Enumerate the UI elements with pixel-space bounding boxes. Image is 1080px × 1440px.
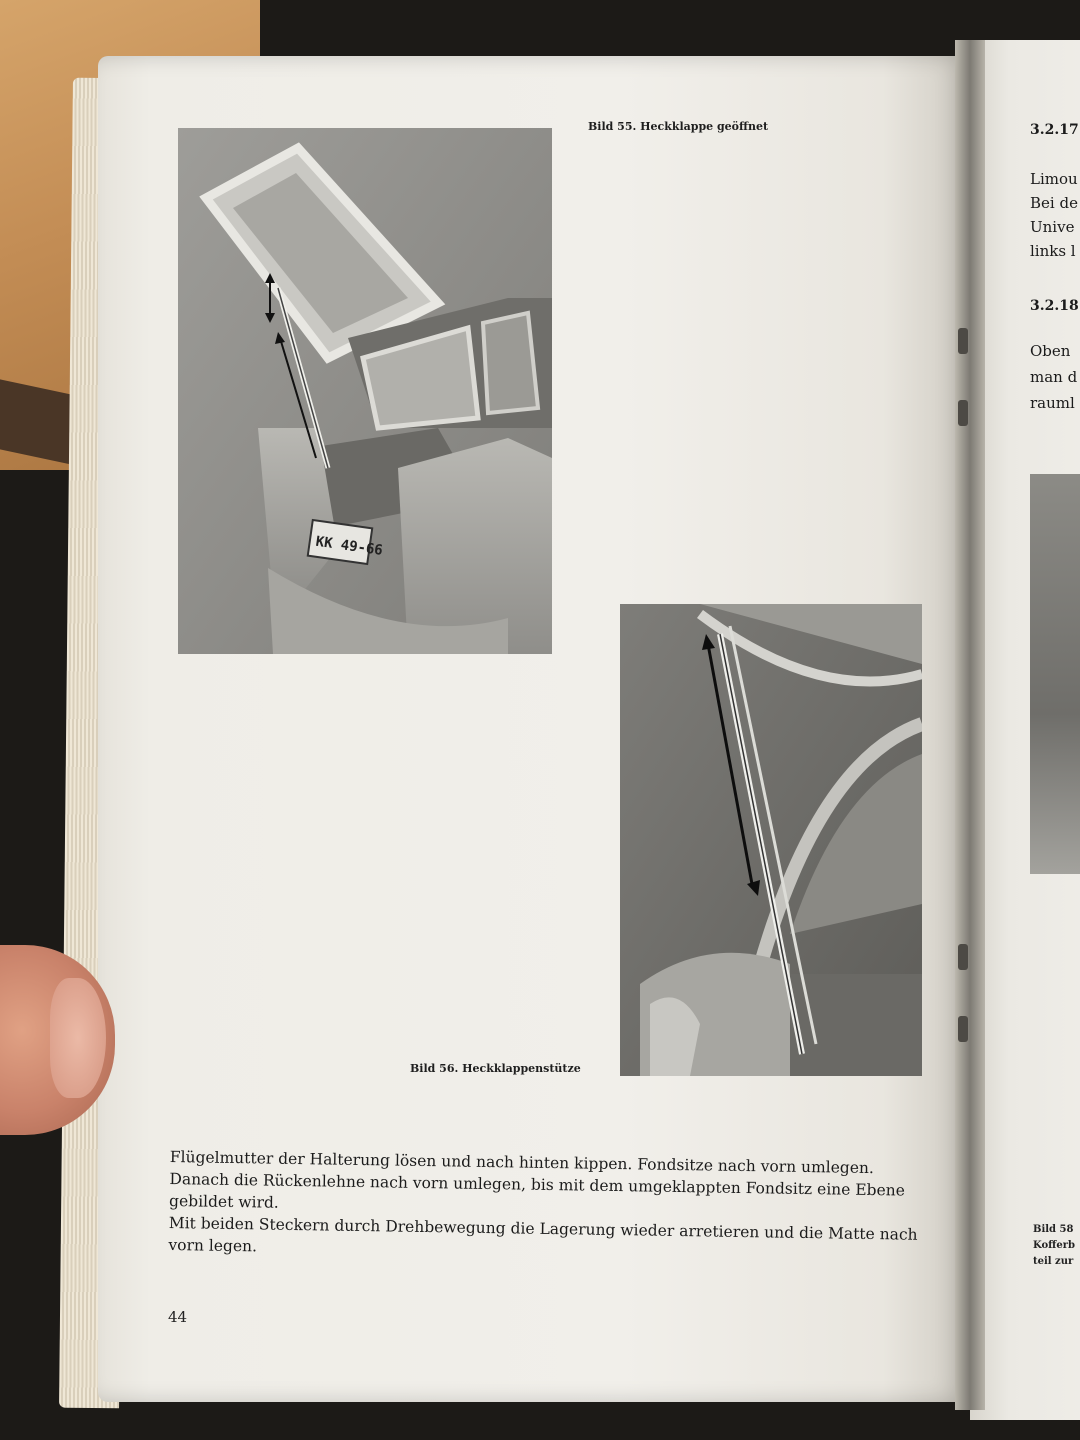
hatch-strut-illustration — [620, 604, 922, 1076]
right-caption-line: Kofferb — [1033, 1240, 1075, 1251]
binding-tab — [958, 400, 968, 426]
right-line: Bei de — [1030, 194, 1078, 212]
figure-55-photo — [178, 128, 552, 654]
figure-56-photo — [620, 604, 922, 1076]
binding-tab — [958, 328, 968, 354]
binding-tab — [958, 944, 968, 970]
body-text — [168, 1146, 940, 1268]
right-caption-line: teil zur — [1033, 1256, 1074, 1267]
right-line: rauml — [1030, 394, 1075, 412]
paragraph-3: Mit beiden Steckern durch Drehbewegung die Lagerung wieder arretieren und die Matte nach vorn legen. — [168, 1213, 918, 1256]
binding-tab — [958, 1016, 968, 1042]
right-page-photo — [1030, 474, 1080, 874]
book-gutter — [955, 40, 985, 1410]
right-line: Oben — [1030, 342, 1071, 360]
page-number: 44 — [168, 1308, 188, 1326]
right-heading-1: 3.2.17 — [1030, 122, 1079, 138]
hatchback-open-illustration — [178, 128, 552, 654]
license-plate-text: KK 49-66 — [314, 533, 384, 559]
right-line: links l — [1030, 242, 1076, 260]
paragraph-1: Flügelmutter der Halterung lösen und nach hinten kippen. Fondsitze nach vorn umlegen. — [169, 1147, 875, 1178]
right-line: Unive — [1030, 218, 1075, 236]
figure-56-caption: Bild 56. Heckklappenstütze — [410, 1062, 581, 1075]
figure-55-caption: Bild 55. Heckklappe geöffnet — [588, 120, 769, 133]
right-line: man d — [1030, 368, 1078, 386]
right-caption-line: Bild 58 — [1033, 1224, 1074, 1235]
paragraph-2: Danach die Rückenlehne nach vorn umlegen, bis mit dem umgeklappten Fondsitz eine Ebene gebildet wird. — [168, 1169, 906, 1212]
right-heading-2: 3.2.18 — [1030, 298, 1079, 314]
right-line: Limou — [1030, 170, 1078, 188]
thumbnail — [50, 978, 106, 1098]
